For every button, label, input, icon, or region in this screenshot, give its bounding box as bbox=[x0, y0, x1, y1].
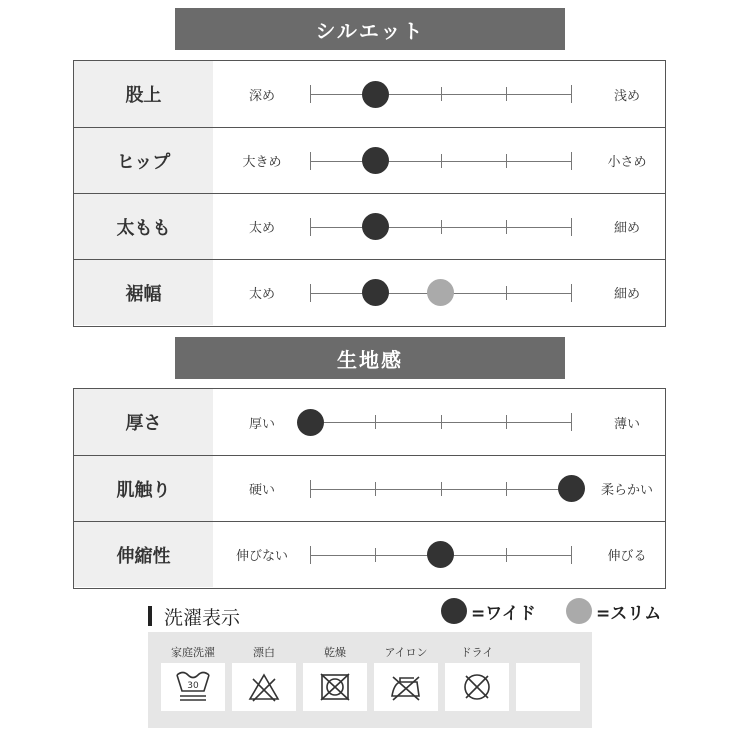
scale-right-label: 伸びる bbox=[607, 549, 647, 564]
scale-right-label: 浅め bbox=[613, 88, 640, 104]
care-item-iron bbox=[374, 632, 438, 728]
scale-row bbox=[74, 127, 665, 193]
slim-dot-icon bbox=[566, 598, 592, 624]
scale-row bbox=[74, 521, 665, 587]
row-label: 厚さ bbox=[74, 389, 213, 455]
scale-left-label: 深め bbox=[248, 88, 275, 104]
care-item-dryclean bbox=[445, 632, 509, 728]
scale-bar bbox=[310, 389, 571, 455]
scale-row bbox=[74, 259, 665, 325]
scale-tick bbox=[441, 154, 442, 168]
scale-tick bbox=[506, 220, 507, 234]
scale-tick bbox=[441, 415, 442, 429]
texture-header: 生地感 bbox=[175, 337, 565, 379]
scale-right-label: 小さめ bbox=[607, 155, 647, 170]
scale-bar bbox=[310, 260, 571, 325]
scale-bar bbox=[310, 456, 571, 521]
scale-bar bbox=[310, 128, 571, 193]
scale-tick bbox=[571, 85, 572, 103]
scale-left-label: 伸びない bbox=[235, 549, 288, 564]
scale-row bbox=[74, 193, 665, 259]
silhouette-header: シルエット bbox=[175, 8, 565, 50]
wide-marker bbox=[427, 541, 454, 568]
scale-tick bbox=[310, 85, 311, 103]
scale-left-label: 硬い bbox=[248, 483, 275, 498]
care-label-title bbox=[148, 603, 240, 629]
empty-care-slot bbox=[516, 663, 580, 711]
scale-tick bbox=[375, 482, 376, 496]
scale-tick bbox=[441, 220, 442, 234]
care-item-dry bbox=[303, 632, 367, 728]
scale-tick bbox=[506, 286, 507, 300]
legend-wide bbox=[441, 597, 536, 625]
scale-bar bbox=[310, 61, 571, 127]
wide-marker bbox=[362, 279, 389, 306]
scale-right-label: 細め bbox=[613, 287, 640, 302]
scale-tick bbox=[571, 284, 572, 302]
wide-marker bbox=[297, 409, 324, 436]
title-bar bbox=[148, 606, 152, 626]
scale-tick bbox=[571, 218, 572, 236]
legend-slim bbox=[566, 597, 661, 625]
scale-tick bbox=[506, 415, 507, 429]
wide-marker bbox=[362, 213, 389, 240]
scale-tick bbox=[310, 546, 311, 564]
scale-tick bbox=[310, 480, 311, 498]
wash-temp: 30 bbox=[187, 681, 199, 691]
scale-left-label: 厚い bbox=[248, 416, 275, 432]
row-label: ヒップ bbox=[74, 128, 213, 193]
care-label-title-text: 洗濯表示 bbox=[164, 606, 241, 629]
scale-bar bbox=[310, 522, 571, 587]
scale-tick bbox=[571, 152, 572, 170]
wide-marker bbox=[558, 475, 585, 502]
scale-tick bbox=[441, 87, 442, 101]
no-bleach-icon bbox=[232, 663, 296, 711]
scale-left-label: 太め bbox=[248, 221, 275, 236]
scale-tick bbox=[506, 548, 507, 562]
legend-wide-label: =ワイド bbox=[471, 603, 536, 624]
row-label: 裾幅 bbox=[74, 260, 213, 325]
legend-slim-label: =スリム bbox=[596, 603, 662, 624]
care-symbols bbox=[148, 632, 592, 728]
scale-row bbox=[74, 455, 665, 521]
row-label: 太もも bbox=[74, 194, 213, 259]
care-item-bleach bbox=[232, 632, 296, 728]
silhouette-table bbox=[73, 60, 666, 327]
care-label-bleach: 漂白 bbox=[253, 646, 275, 659]
care-label-dryclean: ドライ bbox=[460, 646, 494, 659]
scale-row bbox=[74, 389, 665, 455]
no-tumble-dry-icon bbox=[303, 663, 367, 711]
row-label: 伸縮性 bbox=[74, 522, 213, 587]
scale-left-label: 太め bbox=[248, 287, 275, 302]
scale-tick bbox=[310, 284, 311, 302]
wash-30-gentle-icon bbox=[161, 663, 225, 711]
scale-tick bbox=[571, 546, 572, 564]
scale-row bbox=[74, 61, 665, 127]
no-iron-icon bbox=[374, 663, 438, 711]
texture-table bbox=[73, 388, 666, 589]
scale-tick bbox=[506, 154, 507, 168]
care-label-iron: アイロン bbox=[384, 646, 428, 659]
scale-tick bbox=[375, 415, 376, 429]
care-label-wash: 家庭洗濯 bbox=[171, 646, 215, 659]
scale-tick bbox=[310, 152, 311, 170]
care-item-empty bbox=[516, 632, 580, 728]
wide-dot-icon bbox=[441, 598, 467, 624]
scale-bar bbox=[310, 194, 571, 259]
scale-right-label: 柔らかい bbox=[600, 483, 653, 498]
scale-tick bbox=[571, 413, 572, 431]
wide-marker bbox=[362, 81, 389, 108]
scale-tick bbox=[506, 482, 507, 496]
slim-marker bbox=[427, 279, 454, 306]
wide-marker bbox=[362, 147, 389, 174]
scale-right-label: 薄い bbox=[613, 416, 640, 432]
scale-tick bbox=[441, 482, 442, 496]
no-dry-clean-icon bbox=[445, 663, 509, 711]
scale-tick bbox=[310, 218, 311, 236]
row-label: 股上 bbox=[74, 61, 213, 127]
row-label: 肌触り bbox=[74, 456, 213, 521]
scale-left-label: 大きめ bbox=[242, 155, 282, 170]
scale-tick bbox=[506, 87, 507, 101]
care-item-wash bbox=[161, 632, 225, 728]
scale-right-label: 細め bbox=[613, 221, 640, 236]
scale-tick bbox=[375, 548, 376, 562]
care-label-dry: 乾燥 bbox=[324, 646, 346, 659]
